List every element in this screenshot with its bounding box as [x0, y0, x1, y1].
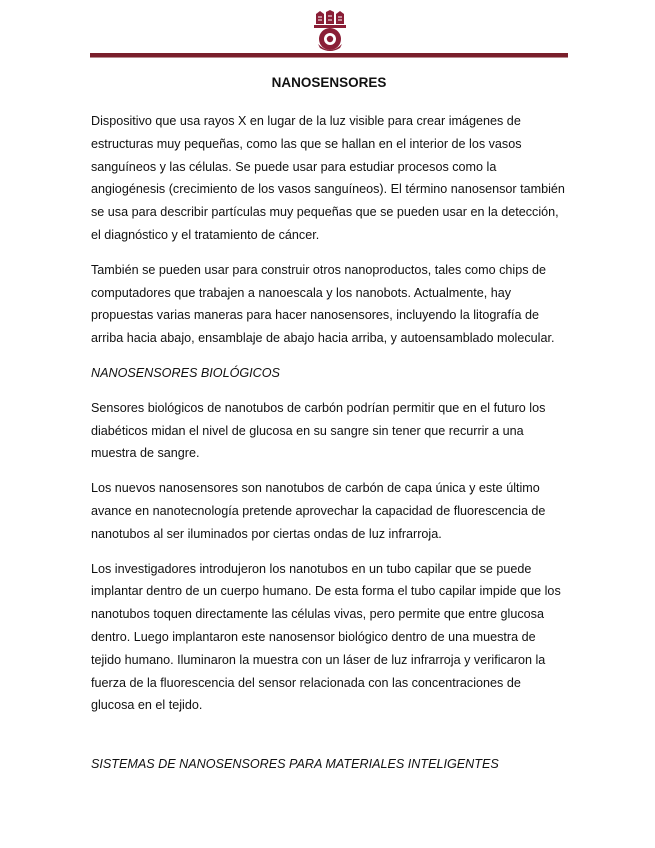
section-heading: NANOSENSORES BIOLÓGICOS — [91, 365, 280, 380]
document-body — [91, 74, 567, 788]
header-rule — [90, 53, 568, 58]
paragraph: También se pueden usar para construir otros nanoproductos, tales como chips de computadores que trabajen a nanoescala y los nanobots. Actualmente, hay propuestas varias maneras para hacer nanosensores, incluyendo la litografía de arriba hacia abajo, ensamblaje de abajo hacia arriba, y autoensamblado molecular. — [91, 262, 555, 346]
document-title: NANOSENSORES — [271, 75, 387, 90]
paragraph: Dispositivo que usa rayos X en lugar de la luz visible para crear imágenes de estructuras muy pequeñas, como las que se hallan en el interior de los vasos sanguíneos y las células. Se puede usar para estudiar procesos como la angiogénesis (crecimiento de los vasos sanguíneos). El término nanosensor también se usa para describir partículas muy pequeñas que se pueden usar en la detección, el diagnóstico y el tratamiento de cáncer. — [91, 114, 565, 242]
paragraph: Los nuevos nanosensores son nanotubos de carbón de capa única y este último avance en nanotecnología pretende aprovechar la capacidad de fluorescencia de nanotubos al ser iluminados por ciertas ondas de luz infrarroja. — [91, 481, 546, 541]
institution-seal-icon — [312, 10, 348, 52]
paragraph: Los investigadores introdujeron los nanotubos en un tubo capilar que se puede implantar dentro de un cuerpo humano. De esta forma el tubo capilar impide que los nanotubos toquen directamente las células vivas, pero permite que entre glucosa dentro. Luego implantaron este nanosensor biológico dentro de una muestra de tejido humano. Iluminaron la muestra con un láser de luz infrarroja y verificaron la fuerza de la fluorescencia del sensor relacionada con las concentraciones de glucosa en el tejido. — [91, 561, 561, 713]
paragraph: Sensores biológicos de nanotubos de carbón podrían permitir que en el futuro los diabéticos midan el nivel de glucosa en su sangre sin tener que recurrir a una muestra de sangre. — [91, 400, 546, 461]
section-heading: SISTEMAS DE NANOSENSORES PARA MATERIALES INTELIGENTES — [91, 757, 499, 772]
